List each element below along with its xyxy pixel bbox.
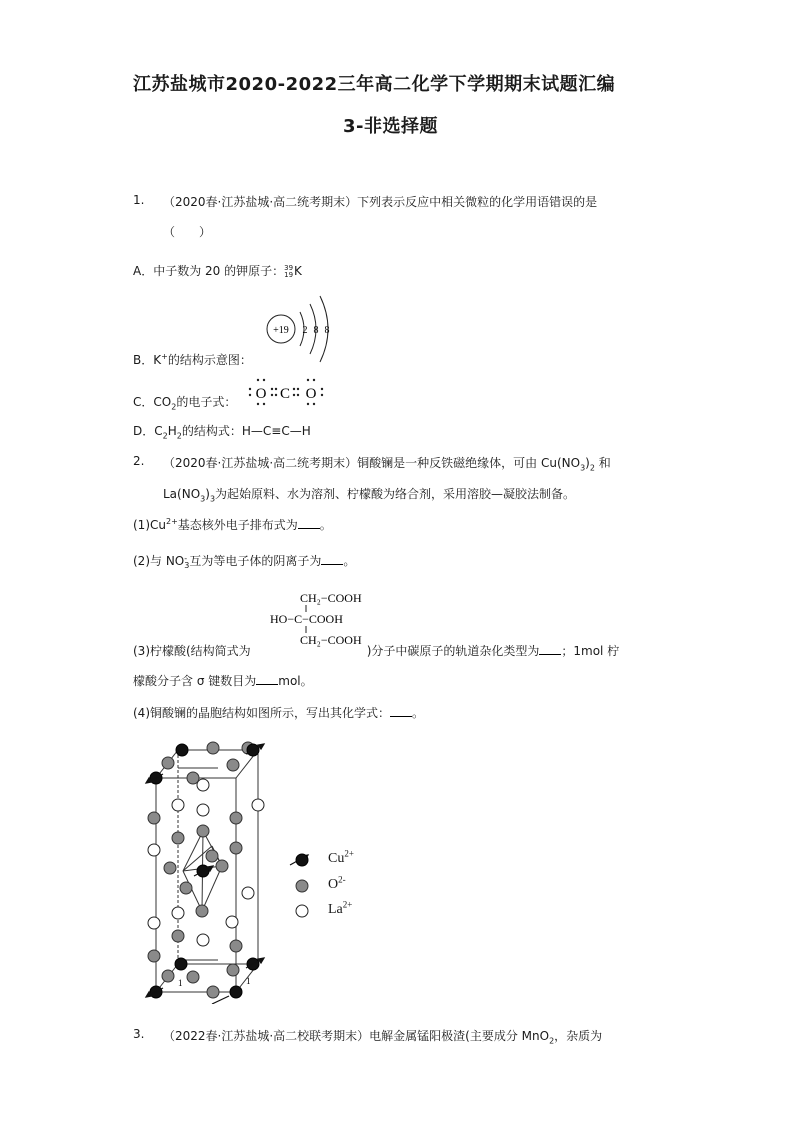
q2-number: 2.: [133, 454, 145, 468]
q2-source: （2020春·江苏盐城·高二统考期末）: [163, 456, 358, 470]
q3-stem-line1: （2022春·江苏盐城·高二校联考期末）电解金属锰阳极渣(主要成分 MnO$_2$，杂质为: [163, 1029, 603, 1046]
element-symbol: K: [294, 264, 302, 278]
answer-blank: [321, 553, 343, 565]
q1-option-c: C．$CO_2$的电子式：: [133, 395, 237, 412]
nuclide-notation: [284, 265, 293, 279]
q2-part3-line1: (3)柠檬酸(结构简式为 )分子中碳原子的轨道杂化类型为 ；1mol 柠: [133, 644, 620, 658]
q2-part2: (2)与 NO- 3互为等电子体的阴离子为 。: [133, 553, 356, 570]
c2h2-structural-formula: H—C≡C—H: [241, 424, 311, 438]
q1-answer-paren: （ ）: [163, 225, 212, 239]
q2-part4: (4)铜酸镧的晶胞结构如图所示，写出其化学式： 。: [133, 706, 425, 720]
lanthanum-cuprate-unit-cell: [136, 738, 276, 1004]
legend-la-label: $La^{2+}$: [328, 899, 353, 917]
answer-blank: [390, 705, 412, 717]
answer-blank: [539, 643, 561, 655]
q3-source: （2022春·江苏盐城·高二校联考期末）: [163, 1029, 370, 1043]
crystal-label-2: 1: [246, 976, 251, 986]
citric-top-group: CH₂−COOH: [300, 591, 362, 605]
legend-cu-label: $Cu^{2+}$: [328, 848, 354, 866]
citric-middle-group: HO−C−COOH: [270, 612, 343, 626]
document-title-line1: 江苏盐城市2020-2022三年高二化学下学期期末试题汇编: [133, 74, 616, 95]
mass-number: 39: [284, 263, 294, 272]
co2-atom-o-right: O: [305, 386, 317, 402]
o-legend-icon: [296, 880, 308, 892]
la-legend-icon: [296, 905, 308, 917]
citric-acid-structure: [268, 588, 378, 650]
q1-stem-line: [163, 193, 597, 210]
co2-atom-o-left: O: [255, 386, 267, 402]
q2-stem-line1: （2020春·江苏盐城·高二统考期末）铜酸镧是一种反铁磁绝缘体，可由 $Cu(NO_3)_2$ 和: [163, 456, 611, 473]
q1-stem: 下列表示反应中相关微粒的化学用语错误的是: [357, 195, 598, 209]
nucleus-charge: +19: [273, 325, 289, 336]
crystal-label-1: 1: [178, 978, 183, 988]
q3-number: 3.: [133, 1027, 145, 1041]
document-title-line2: 3-非选择题: [343, 116, 438, 137]
citric-bottom-group: CH₂−COOH: [300, 633, 362, 647]
atomic-number: 19: [284, 270, 294, 279]
q2-part3-line2: 檬酸分子含 σ 键数目为 mol。: [133, 674, 313, 688]
q2-part1: $(1)Cu^{2+}$基态核外电子排布式为 。: [133, 517, 332, 532]
answer-blank: [298, 517, 320, 529]
q1-option-b: B．K+的结构示意图：: [133, 352, 252, 367]
shell-electron-count-1: 2: [302, 325, 308, 336]
q1-number: 1.: [133, 193, 145, 207]
co2-atom-c: C: [279, 386, 291, 402]
cu-legend-icon: [296, 854, 308, 866]
q1-source: （2020春·江苏盐城·高二统考期末）: [163, 195, 358, 209]
shell-electron-count-3: 8: [324, 325, 330, 336]
q2-stem-line2: $La(NO_3)_3$为起始原料、水为溶剂、柠檬酸为络合剂，采用溶胶—凝胶法制备。: [163, 487, 576, 504]
legend-o-label: $O^{2-}$: [328, 874, 346, 892]
shell-electron-count-2: 8: [313, 325, 319, 336]
co2-electron-formula: [244, 376, 328, 408]
q1-option-d: D．$C_2H_2$的结构式：H—C≡C—H: [133, 424, 311, 441]
q1-option-a: [133, 262, 302, 279]
answer-blank: [256, 673, 278, 685]
k-ion-structure-diagram: [262, 290, 342, 366]
q1-option-a-text: A．中子数为 20 的钾原子：: [133, 264, 285, 278]
